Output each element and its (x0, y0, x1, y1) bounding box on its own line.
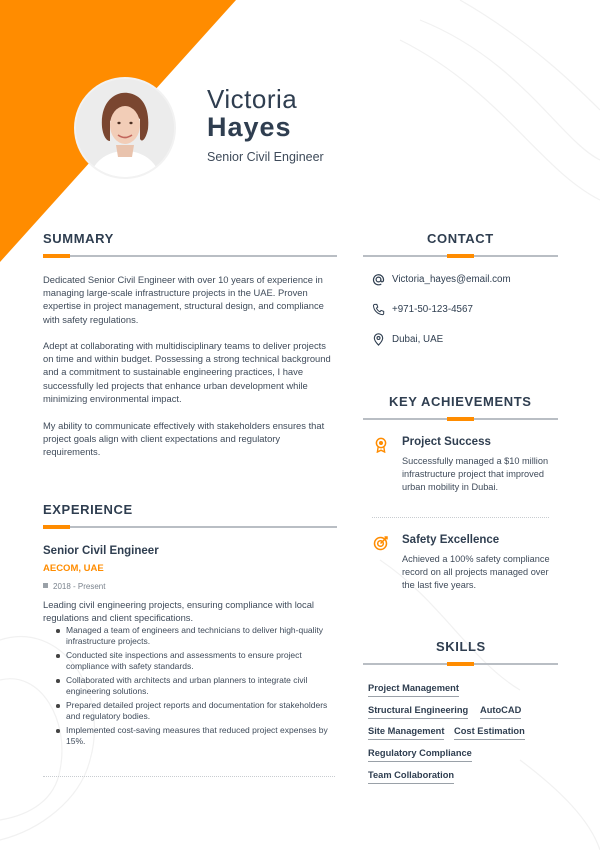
achievements-heading: KEY ACHIEVEMENTS (389, 394, 532, 409)
contact-email[interactable]: Victoria_hayes@email.com (392, 274, 511, 285)
last-name: Hayes (207, 112, 292, 142)
achievement-text: Achieved a 100% safety compliance record on all projects managed over the last five years. (402, 554, 550, 590)
summary-heading: SUMMARY (43, 231, 114, 246)
experience-heading: EXPERIENCE (43, 502, 133, 517)
experience-accent-bar (43, 525, 70, 529)
experience-role: Senior Civil Engineer (43, 545, 159, 557)
experience-bullet-list (54, 625, 338, 750)
achievement-separator (372, 517, 549, 518)
contact-location-row (372, 333, 443, 346)
achievements-accent-bar (447, 417, 474, 421)
profile-photo (76, 79, 174, 177)
skill-tag: Regulatory Compliance (368, 748, 472, 762)
experience-description: Leading civil engineering projects, ensuring compliance with local regulations and client specifications. (43, 599, 314, 623)
achievement-title: Project Success (402, 436, 491, 448)
experience-bullet: Conducted site inspections and assessments to ensure project compliance with safety standards. (54, 650, 338, 672)
skill-tag: AutoCAD (480, 705, 521, 719)
experience-company: AECOM, UAE (43, 563, 104, 574)
portrait-photo-icon (76, 79, 174, 177)
experience-end-divider (43, 776, 335, 777)
achievement-title: Safety Excellence (402, 534, 500, 546)
award-ribbon-icon (373, 437, 389, 453)
summary-paragraph-2: Adept at collaborating with multidisciplinary teams to deliver projects on time and within budget. Possessing a strong technical background and a commitment to sustainable engineering practices, I have successfully led projects that enhance urban development while minimizing environmental impact. (43, 340, 331, 404)
phone-icon (372, 303, 385, 316)
skill-tag: Cost Estimation (454, 726, 525, 740)
calendar-square-icon (43, 583, 48, 588)
summary-divider (43, 255, 337, 257)
experience-bullet: Implemented cost-saving measures that reduced project expenses by 15%. (54, 725, 338, 747)
summary-paragraph-1: Dedicated Senior Civil Engineer with over 10 years of experience in managing large-scale infrastructure projects in the UAE. Proven expertise in project management, structural design, and compliance with safety regulations. (43, 274, 324, 325)
contact-phone[interactable]: +971-50-123-4567 (392, 304, 473, 315)
target-icon (373, 535, 389, 551)
job-title: Senior Civil Engineer (207, 150, 324, 164)
skills-heading: SKILLS (436, 639, 486, 654)
skill-tag: Structural Engineering (368, 705, 468, 719)
experience-bullet: Managed a team of engineers and technicians to deliver high-quality infrastructure projects. (54, 625, 338, 647)
skill-tag: Project Management (368, 683, 459, 697)
experience-divider (43, 526, 337, 528)
first-name: Victoria (207, 84, 298, 114)
summary-accent-bar (43, 254, 70, 258)
contact-email-row (372, 273, 511, 286)
location-pin-icon (372, 333, 385, 346)
at-icon (372, 273, 385, 286)
experience-dates (43, 582, 105, 591)
skills-accent-bar (447, 662, 474, 666)
skill-tag: Team Collaboration (368, 770, 454, 784)
contact-phone-row (372, 303, 473, 316)
contact-heading: CONTACT (427, 231, 494, 246)
achievement-text: Successfully managed a $10 million infrastructure project that improved urban mobility in Dubai. (402, 456, 549, 492)
experience-bullet: Prepared detailed project reports and documentation for stakeholders and regulatory bodies. (54, 700, 338, 722)
contact-accent-bar (447, 254, 474, 258)
skill-tag: Site Management (368, 726, 444, 740)
summary-paragraph-3: My ability to communicate effectively with stakeholders ensures that project goals align with client expectations and regulatory requirements. (43, 420, 325, 458)
experience-bullet: Collaborated with architects and urban planners to integrate civil engineering solutions. (54, 675, 338, 697)
experience-dates-text: 2018 - Present (53, 582, 106, 591)
contact-location: Dubai, UAE (392, 334, 444, 345)
